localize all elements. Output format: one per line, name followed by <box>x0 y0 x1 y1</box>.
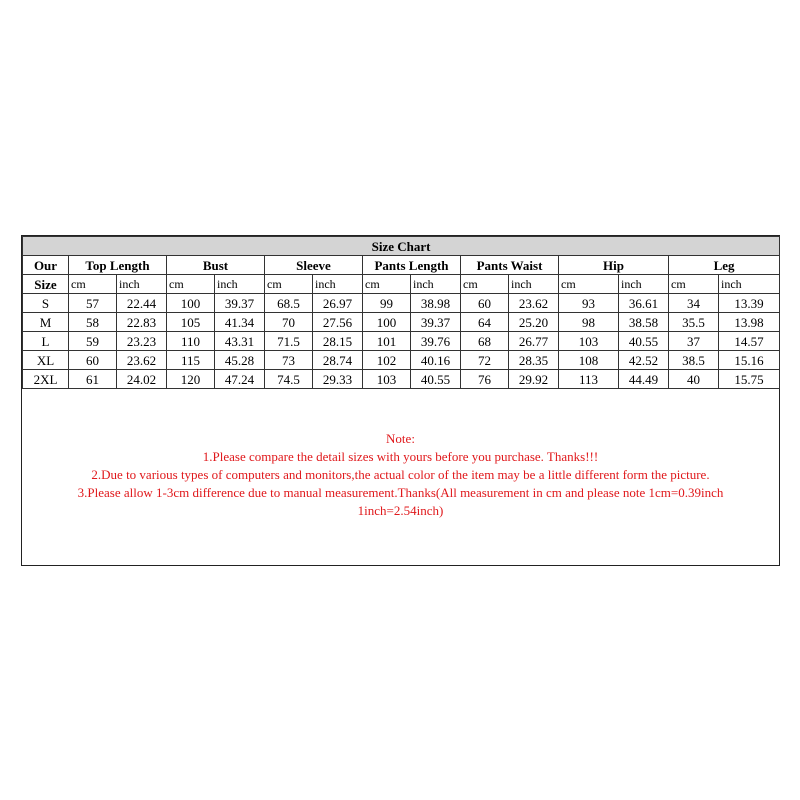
table-cell: 36.61 <box>619 294 669 313</box>
table-cell: 15.16 <box>719 351 780 370</box>
size-chart-table <box>22 236 780 389</box>
table-cell: 100 <box>363 313 411 332</box>
table-cell: 37 <box>669 332 719 351</box>
table-cell: 42.52 <box>619 351 669 370</box>
table-cell: 23.23 <box>117 332 167 351</box>
table-cell: 28.74 <box>313 351 363 370</box>
unit-inch-label: inch <box>619 275 669 294</box>
chart-title: Size Chart <box>23 237 780 256</box>
unit-inch-label: inch <box>509 275 559 294</box>
size-header-bottom: Size <box>23 275 69 294</box>
table-row <box>23 294 780 313</box>
size-label: S <box>23 294 69 313</box>
note-line-1: 1.Please compare the detail sizes with yours before you purchase. Thanks!!! <box>202 449 599 464</box>
size-label: M <box>23 313 69 332</box>
table-cell: 108 <box>559 351 619 370</box>
table-cell: 102 <box>363 351 411 370</box>
table-cell: 38.98 <box>411 294 461 313</box>
table-cell: 68.5 <box>265 294 313 313</box>
table-cell: 60 <box>461 294 509 313</box>
table-cell: 24.02 <box>117 370 167 389</box>
table-cell: 72 <box>461 351 509 370</box>
table-cell: 98 <box>559 313 619 332</box>
table-cell: 103 <box>363 370 411 389</box>
table-cell: 40.55 <box>619 332 669 351</box>
table-cell: 39.76 <box>411 332 461 351</box>
table-cell: 41.34 <box>215 313 265 332</box>
table-cell: 40 <box>669 370 719 389</box>
table-cell: 93 <box>559 294 619 313</box>
group-header: Hip <box>559 256 669 275</box>
table-cell: 70 <box>265 313 313 332</box>
table-cell: 115 <box>167 351 215 370</box>
unit-inch-label: inch <box>313 275 363 294</box>
table-cell: 76 <box>461 370 509 389</box>
group-header: Pants Waist <box>461 256 559 275</box>
table-cell: 23.62 <box>509 294 559 313</box>
size-header-top: Our <box>23 256 69 275</box>
table-row <box>23 332 780 351</box>
table-cell: 100 <box>167 294 215 313</box>
table-cell: 29.92 <box>509 370 559 389</box>
note-line-3: 3.Please allow 1-3cm difference due to manual measurement.Thanks(All measurement in cm and please note 1cm=0.39inch <box>77 485 724 500</box>
group-header: Pants Length <box>363 256 461 275</box>
table-cell: 113 <box>559 370 619 389</box>
unit-inch-label: inch <box>215 275 265 294</box>
table-row <box>23 313 780 332</box>
table-cell: 71.5 <box>265 332 313 351</box>
table-cell: 15.75 <box>719 370 780 389</box>
table-cell: 22.83 <box>117 313 167 332</box>
group-header: Bust <box>167 256 265 275</box>
table-cell: 35.5 <box>669 313 719 332</box>
unit-cm-label: cm <box>69 275 117 294</box>
table-cell: 47.24 <box>215 370 265 389</box>
table-cell: 29.33 <box>313 370 363 389</box>
table-cell: 40.55 <box>411 370 461 389</box>
note-line-4: 1inch=2.54inch) <box>357 503 444 518</box>
table-cell: 23.62 <box>117 351 167 370</box>
table-cell: 110 <box>167 332 215 351</box>
unit-inch-label: inch <box>411 275 461 294</box>
table-cell: 61 <box>69 370 117 389</box>
table-cell: 120 <box>167 370 215 389</box>
table-cell: 39.37 <box>215 294 265 313</box>
table-cell: 13.98 <box>719 313 780 332</box>
size-label: L <box>23 332 69 351</box>
group-header: Top Length <box>69 256 167 275</box>
table-cell: 103 <box>559 332 619 351</box>
table-cell: 38.5 <box>669 351 719 370</box>
size-label: 2XL <box>23 370 69 389</box>
table-cell: 34 <box>669 294 719 313</box>
table-cell: 59 <box>69 332 117 351</box>
table-cell: 39.37 <box>411 313 461 332</box>
table-cell: 28.35 <box>509 351 559 370</box>
note-heading: Note: <box>386 431 415 446</box>
table-cell: 38.58 <box>619 313 669 332</box>
table-cell: 60 <box>69 351 117 370</box>
table-cell: 58 <box>69 313 117 332</box>
table-cell: 26.77 <box>509 332 559 351</box>
unit-cm-label: cm <box>265 275 313 294</box>
notes-block <box>22 430 779 520</box>
table-row <box>23 351 780 370</box>
group-header: Leg <box>669 256 780 275</box>
table-cell: 28.15 <box>313 332 363 351</box>
table-cell: 27.56 <box>313 313 363 332</box>
table-cell: 22.44 <box>117 294 167 313</box>
unit-cm-label: cm <box>167 275 215 294</box>
note-line-2: 2.Due to various types of computers and monitors,the actual color of the item may be a little different form the picture. <box>91 467 710 482</box>
size-chart <box>21 235 780 566</box>
unit-cm-label: cm <box>461 275 509 294</box>
table-cell: 14.57 <box>719 332 780 351</box>
table-cell: 64 <box>461 313 509 332</box>
table-cell: 25.20 <box>509 313 559 332</box>
table-cell: 101 <box>363 332 411 351</box>
group-header: Sleeve <box>265 256 363 275</box>
unit-cm-label: cm <box>669 275 719 294</box>
table-cell: 45.28 <box>215 351 265 370</box>
table-cell: 40.16 <box>411 351 461 370</box>
unit-inch-label: inch <box>719 275 780 294</box>
unit-inch-label: inch <box>117 275 167 294</box>
table-cell: 105 <box>167 313 215 332</box>
table-cell: 43.31 <box>215 332 265 351</box>
unit-cm-label: cm <box>559 275 619 294</box>
size-label: XL <box>23 351 69 370</box>
table-cell: 13.39 <box>719 294 780 313</box>
table-cell: 26.97 <box>313 294 363 313</box>
table-cell: 68 <box>461 332 509 351</box>
table-row <box>23 370 780 389</box>
table-cell: 44.49 <box>619 370 669 389</box>
table-cell: 57 <box>69 294 117 313</box>
unit-cm-label: cm <box>363 275 411 294</box>
table-cell: 99 <box>363 294 411 313</box>
table-cell: 73 <box>265 351 313 370</box>
table-cell: 74.5 <box>265 370 313 389</box>
